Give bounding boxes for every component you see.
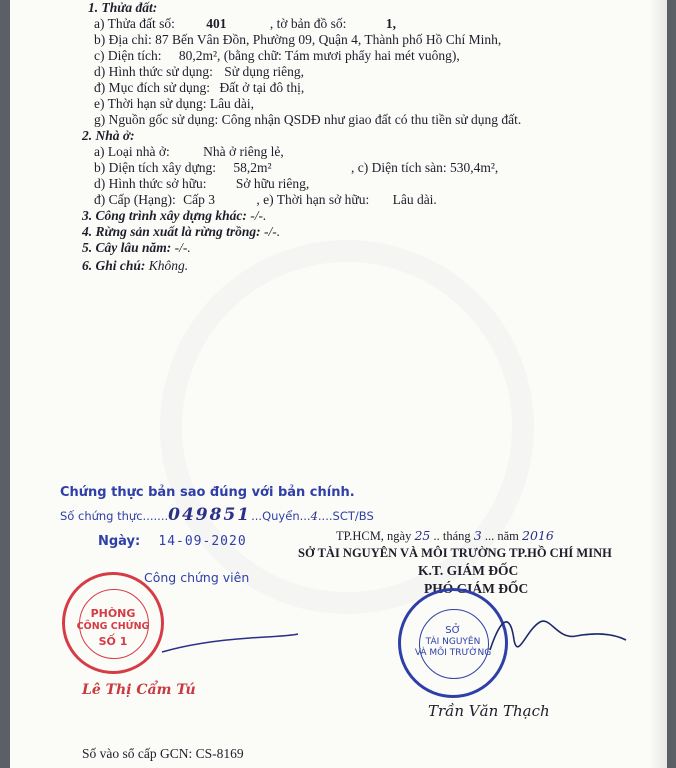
issue-date-line: TP.HCM, ngày 25 .. tháng 3 ... năm 2016 [336, 528, 554, 543]
use-form-value: Sử dụng riêng, [224, 64, 304, 79]
issue-day: 25 [414, 528, 431, 543]
certification-date-line [98, 534, 247, 550]
certification-date-value: 14-09-2020 [158, 534, 247, 549]
certification-number-line: Số chứng thực.......049851...Quyển...4....SCT/BS [60, 505, 374, 525]
section6-value: Không. [148, 258, 189, 273]
section3-heading: 3. Công trình xây dựng khác: [82, 208, 247, 223]
parcel-number: 401 [206, 16, 227, 31]
notary-name: Lê Thị Cẩm Tú [82, 682, 196, 698]
building-area-value: 58,2m² [233, 160, 272, 175]
quyen-suffix: SCT/BS [332, 509, 374, 523]
house-type-label: a) Loại nhà ở: [94, 144, 170, 159]
use-form-label: d) Hình thức sử dụng: [94, 64, 213, 79]
section4 [82, 224, 280, 240]
certification-number-label: Số chứng thực [60, 509, 143, 523]
section1-dd [94, 80, 304, 96]
building-area-label: b) Diện tích xây dựng: [94, 160, 217, 175]
quyen-value: 4 [310, 509, 318, 523]
issue-year-label: năm [497, 529, 519, 543]
section1-d [94, 64, 304, 80]
notary-title: Công chứng viên [144, 570, 250, 585]
use-purpose-label: đ) Mục đích sử dụng: [94, 80, 211, 95]
section6 [82, 258, 188, 274]
area-value: 80,2m², (bằng chữ: Tám mươi phẩy hai mét vuông), [178, 48, 460, 63]
section1-g: g) Nguồn gốc sử dụng: Công nhận QSDĐ như giao đất có thu tiền sử dụng đất. [94, 112, 522, 127]
page-edge-shadow [649, 0, 667, 768]
ownership-label: d) Hình thức sở hữu: [94, 176, 207, 191]
section2-a [94, 144, 284, 160]
ownership-term-label: , e) Thời hạn sở hữu: [256, 192, 370, 207]
certification-number-value: 049851 [168, 505, 252, 525]
quyen-label: Quyển [262, 509, 300, 523]
section2-d [94, 176, 309, 192]
parcel-label: a) Thửa đất số: [94, 16, 175, 31]
certification-line: Chứng thực bản sao đúng với bản chính. [60, 485, 355, 500]
section1-c [94, 48, 460, 64]
director-signature [480, 600, 630, 670]
issue-year: 2016 [522, 528, 554, 543]
section3-value: -/-. [250, 208, 267, 223]
use-purpose-value: Đất ở tại đô thị, [219, 80, 305, 95]
grade-value: Cấp 3 [183, 192, 215, 207]
document-page [10, 0, 667, 768]
authority-org: SỞ TÀI NGUYÊN VÀ MÔI TRƯỜNG TP.HỒ CHÍ MINH [298, 546, 612, 560]
section2-dd [94, 192, 437, 208]
section2-heading: 2. Nhà ở: [82, 128, 135, 143]
notary-office-seal: PHÒNG CÔNG CHỨNG SỐ 1 [62, 572, 164, 674]
section1-heading: 1. Thửa đất: [88, 0, 158, 15]
house-type-value: Nhà ở riêng lẻ, [203, 144, 284, 159]
section4-value: -/-. [263, 224, 281, 239]
issue-month-label: tháng [442, 529, 471, 543]
department-seal: SỞ TÀI NGUYÊN VÀ MÔI TRƯỜNG [398, 588, 508, 698]
certification-date-label: Ngày: [98, 534, 141, 549]
section5-value: -/-. [174, 240, 191, 255]
ownership-value: Sở hữu riêng, [235, 176, 310, 191]
section6-heading: 6. Ghi chú: [82, 258, 146, 273]
map-label: , tờ bản đồ số: [269, 16, 347, 31]
section5 [82, 240, 191, 256]
ownership-term-value: Lâu dài. [392, 192, 437, 207]
footer-register-number: Số vào sổ cấp GCN: CS-8169 [82, 746, 244, 761]
section2-b [94, 160, 498, 176]
grade-label: đ) Cấp (Hạng): [94, 192, 176, 207]
area-label: c) Diện tích: [94, 48, 162, 63]
authority-deputy: PHÓ GIÁM ĐỐC [424, 581, 529, 596]
notary-signature [160, 630, 300, 660]
authority-kt: K.T. GIÁM ĐỐC [418, 563, 519, 578]
map-number: 1, [385, 16, 396, 31]
section1-a [94, 16, 396, 32]
floor-area: , c) Diện tích sàn: 530,4m², [350, 160, 499, 175]
section4-heading: 4. Rừng sản xuất là rừng trồng: [82, 224, 261, 239]
issue-date-prefix: TP.HCM, ngày [336, 529, 412, 543]
section1-b: b) Địa chỉ: 87 Bến Vân Đồn, Phường 09, Quận 4, Thành phố Hồ Chí Minh, [94, 32, 502, 47]
section1-e: e) Thời hạn sử dụng: Lâu dài, [94, 96, 255, 111]
signer-name: Trần Văn Thạch [428, 702, 550, 720]
section5-heading: 5. Cây lâu năm: [82, 240, 172, 255]
issue-month: 3 [473, 528, 482, 543]
section3 [82, 208, 266, 224]
